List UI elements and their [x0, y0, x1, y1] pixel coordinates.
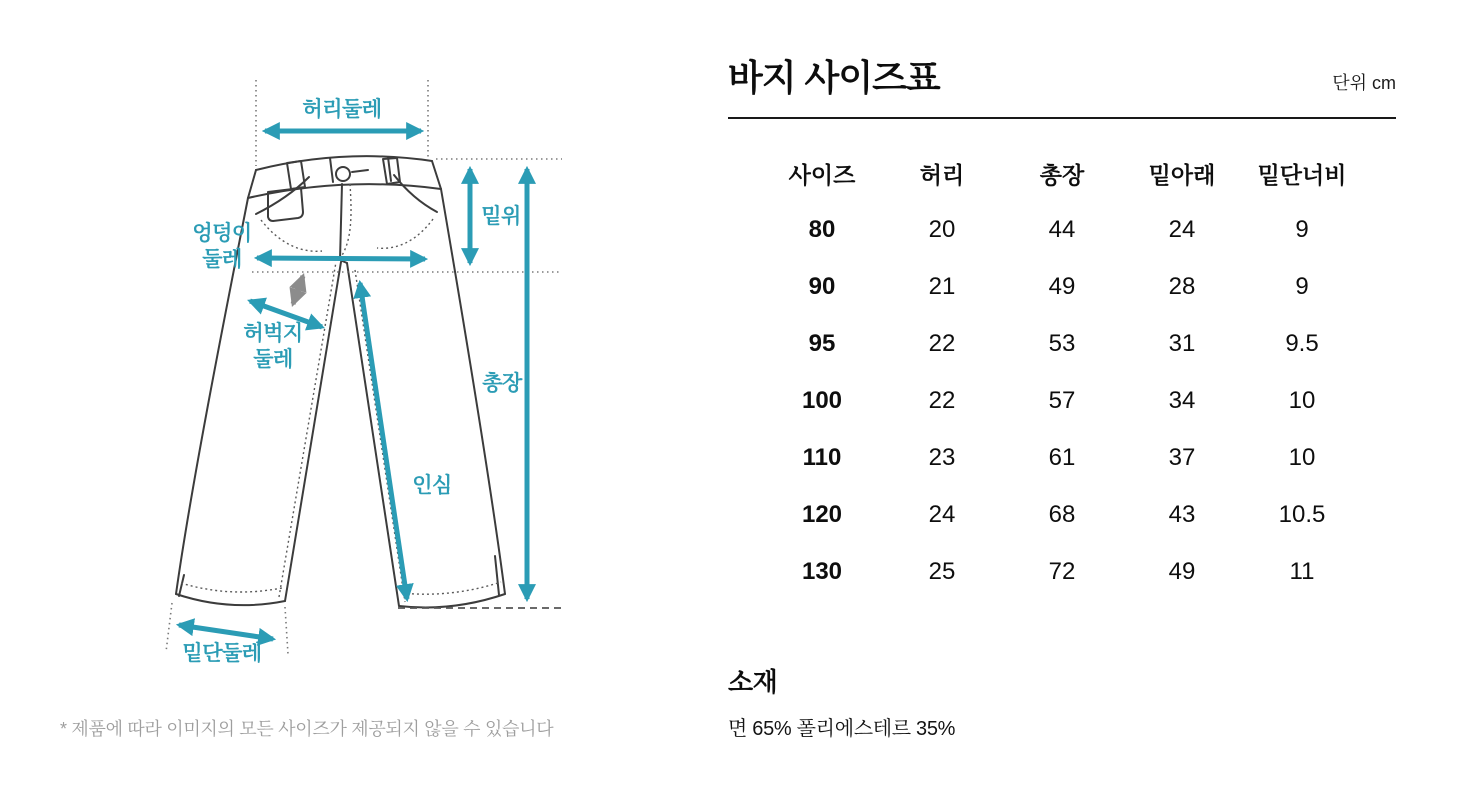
- diagram-panel: [0, 0, 660, 798]
- value-cell: 57: [1048, 386, 1076, 414]
- table-row: [728, 201, 1396, 258]
- value-cell: 9: [1295, 215, 1309, 243]
- column-header-length: 총장: [1039, 161, 1085, 188]
- value-cell: 28: [1168, 272, 1196, 300]
- value-cell: 44: [1048, 215, 1076, 243]
- value-cell: 34: [1168, 386, 1196, 414]
- value-cell: 20: [928, 215, 956, 243]
- value-cell: 24: [928, 500, 956, 528]
- hem-arrow: [179, 625, 273, 639]
- value-cell: 23: [928, 443, 956, 471]
- material-heading: 소재: [728, 667, 778, 697]
- value-cell: 49: [1048, 272, 1076, 300]
- value-cell: 11: [1289, 557, 1315, 585]
- table-row: [728, 258, 1396, 315]
- value-cell: 49: [1168, 557, 1196, 585]
- size-availability-note: * 제품에 따라 이미지의 모든 사이즈가 제공되지 않을 수 있습니다: [60, 719, 554, 739]
- unit-label: 단위 cm: [1332, 73, 1396, 93]
- column-header-waist: 허리: [919, 161, 965, 188]
- thigh-label-line1: 허벅지: [243, 322, 303, 345]
- table-row: [728, 486, 1396, 543]
- inseam-label: 인심: [412, 474, 452, 497]
- value-cell: 10.5: [1278, 500, 1326, 528]
- column-header-inseam: 밑아래: [1148, 161, 1216, 188]
- value-cell: 37: [1168, 443, 1196, 471]
- inseam-arrow: [360, 283, 407, 599]
- hip-label-line2: 둘레: [202, 248, 242, 271]
- hip-label: [162, 221, 282, 273]
- value-cell: 24: [1168, 215, 1196, 243]
- table-row: [728, 429, 1396, 486]
- hip-arrow: [257, 258, 425, 259]
- value-cell: 10: [1288, 443, 1316, 471]
- thigh-label-line2: 둘레: [253, 348, 293, 371]
- size-cell: 100: [801, 386, 843, 414]
- size-table: [728, 145, 1396, 600]
- title-divider: [728, 117, 1396, 119]
- table-row: [728, 315, 1396, 372]
- length-label: 총장: [482, 372, 522, 395]
- value-cell: 43: [1168, 500, 1196, 528]
- size-cell: 120: [801, 500, 843, 528]
- hem-label: 밑단둘레: [182, 642, 262, 665]
- size-cell: 95: [808, 329, 836, 357]
- column-header-size: 사이즈: [788, 161, 856, 188]
- rise-label: 밑위: [481, 205, 521, 228]
- value-cell: 72: [1048, 557, 1076, 585]
- value-cell: 22: [928, 386, 956, 414]
- value-cell: 9.5: [1285, 329, 1319, 357]
- value-cell: 25: [928, 557, 956, 585]
- value-cell: 53: [1048, 329, 1076, 357]
- front-rise-gray-arrow: [293, 276, 303, 304]
- size-table-header: [728, 145, 1396, 201]
- page-title: 바지 사이즈표: [728, 57, 940, 98]
- value-cell: 10: [1288, 386, 1316, 414]
- value-cell: 68: [1048, 500, 1076, 528]
- table-row: [728, 372, 1396, 429]
- column-header-hem-width: 밑단너비: [1257, 161, 1347, 188]
- value-cell: 22: [928, 329, 956, 357]
- size-cell: 110: [802, 443, 842, 471]
- value-cell: 61: [1048, 443, 1076, 471]
- size-cell: 130: [801, 557, 843, 585]
- size-cell: 90: [808, 272, 836, 300]
- material-value: 면 65% 폴리에스테르 35%: [728, 718, 956, 740]
- thigh-label: [213, 321, 333, 373]
- table-row: [728, 543, 1396, 600]
- value-cell: 9: [1295, 272, 1309, 300]
- value-cell: 21: [928, 272, 956, 300]
- size-cell: 80: [808, 215, 836, 243]
- waist-label: 허리둘레: [302, 98, 382, 121]
- value-cell: 31: [1168, 329, 1196, 357]
- hip-label-line1: 엉덩이: [192, 222, 252, 245]
